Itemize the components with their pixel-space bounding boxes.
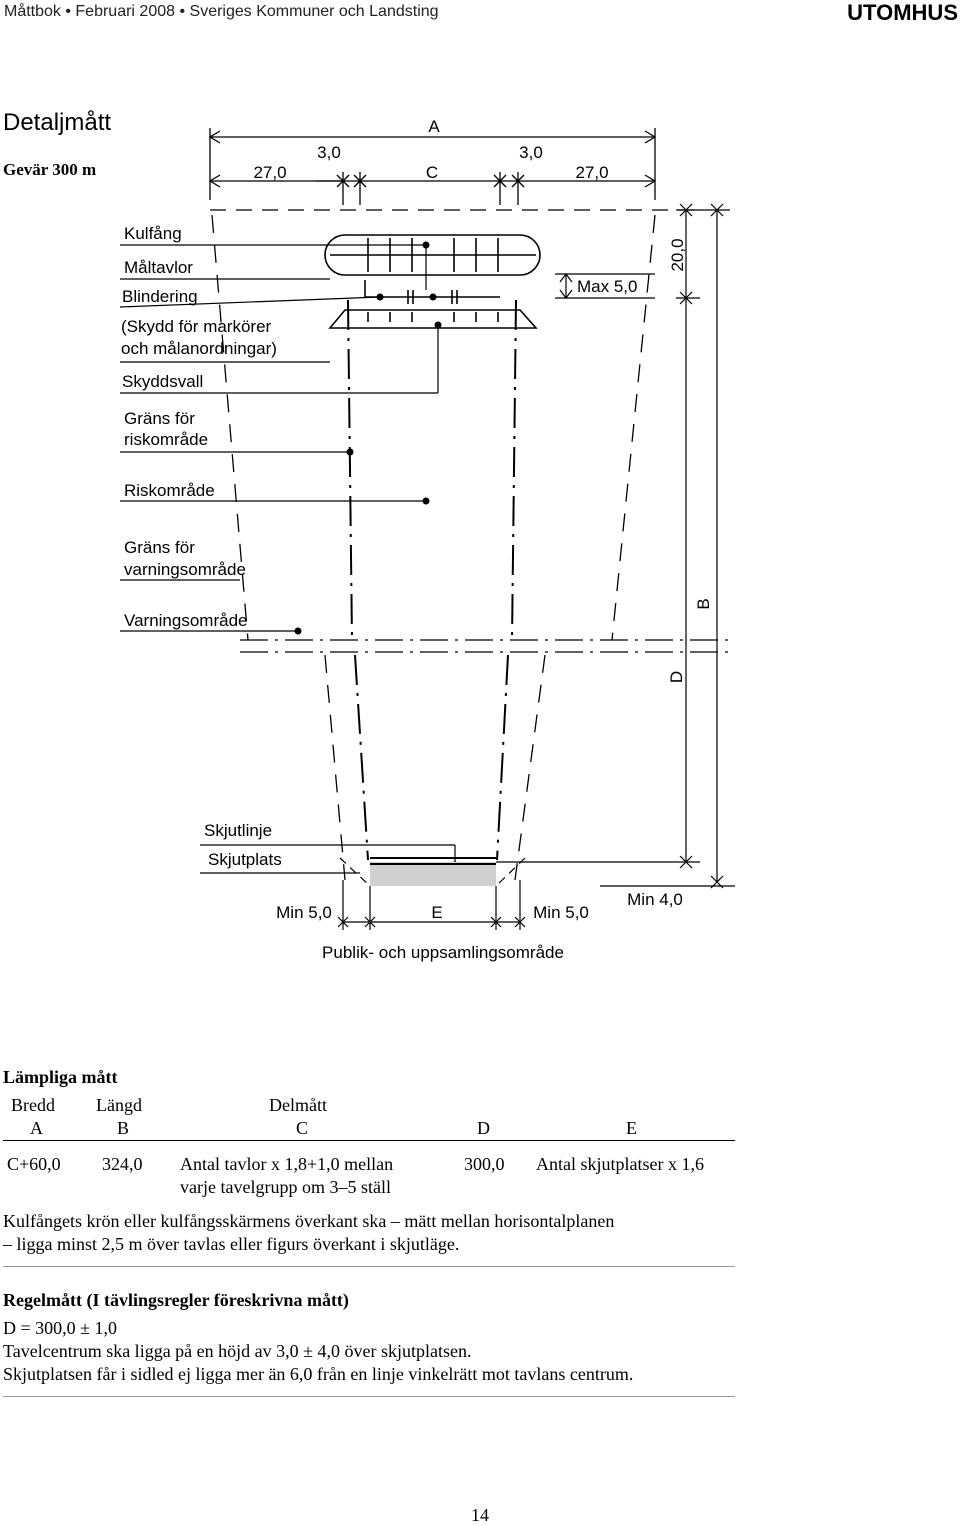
regelmatt-line3: Skjutplatsen får i sidled ej ligga mer än 6,0 från en linje vinkelrätt mot tavlans centrum.	[3, 1364, 634, 1384]
label-kulfang: Kulfång	[124, 224, 182, 243]
label-skydd-line2: och målanordningar)	[121, 339, 277, 358]
dim-b-label: B	[694, 598, 713, 610]
label-skyddsvall: Skyddsvall	[122, 372, 204, 391]
label-skjutplats: Skjutplats	[208, 850, 282, 869]
cell-c-line2: varje tavelgrupp om 3–5 ställ	[180, 1177, 391, 1197]
regelmatt-line2: Tavelcentrum ska ligga på en höjd av 3,0 ± 4,0 över skjutplatsen.	[3, 1341, 472, 1361]
dim-max-label: Max 5,0	[577, 277, 638, 296]
label-publik: Publik- och uppsamlingsområde	[322, 943, 564, 962]
dim-27-left-label: 27,0	[253, 163, 287, 182]
col-header-c: C	[296, 1118, 309, 1138]
label-maltavlor: Måltavlor	[124, 258, 193, 277]
cell-b: 324,0	[102, 1154, 143, 1174]
lampliga-heading: Lämpliga mått	[3, 1067, 118, 1087]
col-header-langd: Längd	[96, 1095, 142, 1115]
label-grans-varn-line2: varningsområde	[124, 560, 246, 579]
dim-min5-right-label: Min 5,0	[533, 903, 589, 922]
dim-e-label: E	[431, 903, 443, 922]
cell-c-line1: Antal tavlor x 1,8+1,0 mellan	[180, 1154, 394, 1174]
col-header-delmatt: Delmått	[269, 1095, 327, 1115]
dim-27-right-label: 27,0	[575, 163, 609, 182]
page-title: Detaljmått	[3, 109, 112, 136]
section-divider	[3, 1266, 735, 1267]
cell-a: C+60,0	[7, 1154, 61, 1174]
dim-20-label: 20,0	[668, 238, 687, 272]
dim-a-label: A	[428, 117, 440, 136]
dim-min4-label: Min 4,0	[627, 890, 683, 909]
header-publication: Måttbok • Februari 2008 • Sveriges Kommuner och Landsting	[4, 3, 439, 20]
label-riskomrade: Riskområde	[124, 481, 215, 500]
note-line2: – ligga minst 2,5 m över tavlas eller figurs överkant i skjutläge.	[3, 1234, 460, 1254]
col-header-a: A	[30, 1118, 43, 1138]
col-header-b: B	[117, 1118, 130, 1138]
page-number: 14	[471, 1505, 489, 1525]
regelmatt-line1: D = 300,0 ± 1,0	[3, 1318, 118, 1338]
note-line1: Kulfångets krön eller kulfångsskärmens överkant ska – mätt mellan horisontalplanen	[3, 1211, 615, 1231]
page-subtitle: Gevär 300 m	[3, 160, 97, 179]
label-skjutlinje: Skjutlinje	[204, 821, 273, 840]
dim-min5-left-label: Min 5,0	[276, 903, 332, 922]
label-grans-varn-line1: Gräns för	[124, 538, 195, 557]
cell-d: 300,0	[464, 1154, 505, 1174]
label-grans-risk-line2: riskområde	[124, 430, 209, 449]
dim-3-left-label: 3,0	[317, 143, 341, 162]
label-blindering: Blindering	[122, 287, 198, 306]
col-header-e: E	[626, 1118, 637, 1138]
table-header-rule	[3, 1140, 735, 1141]
col-header-bredd: Bredd	[11, 1095, 55, 1115]
header-section: UTOMHUS	[847, 0, 958, 25]
col-header-d: D	[477, 1118, 490, 1138]
dim-c-label: C	[425, 163, 439, 182]
dim-d-label: D	[667, 670, 686, 684]
regelmatt-heading: Regelmått (I tävlingsregler föreskrivna mått)	[3, 1290, 349, 1310]
cell-e: Antal skjutplatser x 1,6	[536, 1154, 704, 1174]
label-varningsomrade: Varningsområde	[124, 611, 248, 630]
label-skydd-line1: (Skydd för markörer	[121, 317, 272, 336]
dim-3-right-label: 3,0	[519, 143, 543, 162]
bottom-rule	[3, 1396, 735, 1397]
label-grans-risk-line1: Gräns för	[124, 409, 195, 428]
